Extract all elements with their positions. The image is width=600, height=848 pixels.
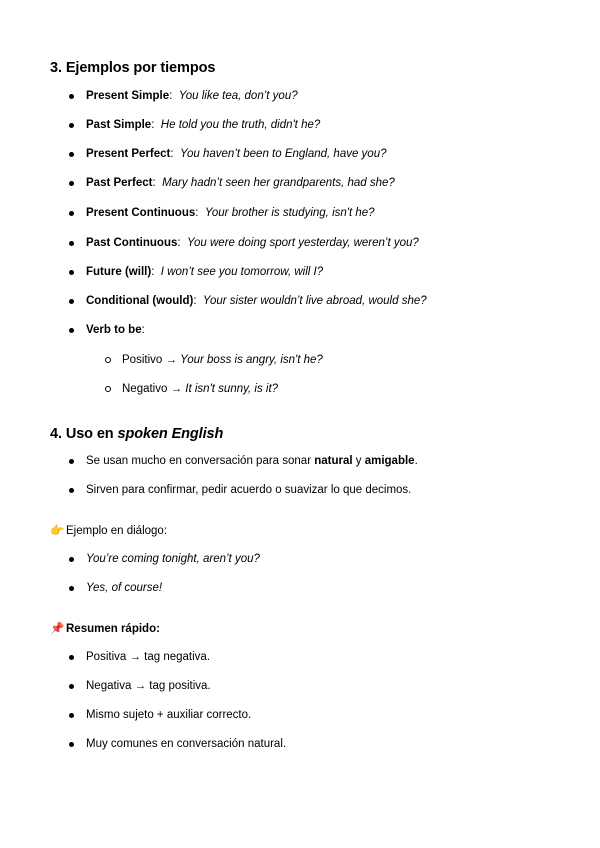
section-4-heading: 4. Uso en spoken English — [50, 426, 224, 442]
summary-item: Muy comunes en conversación natural. — [86, 738, 287, 750]
sub-bullet-icon — [105, 357, 111, 363]
bullet-icon — [69, 241, 74, 246]
sub-bullet-icon — [105, 386, 111, 392]
pushpin-icon: 📌 — [50, 623, 65, 635]
list-item: Conditional (would): Your sister wouldn’t live abroad, would she? — [86, 295, 427, 307]
summary-label: 📌 Resumen rápido: — [50, 623, 160, 635]
dialogue-label: 👉 Ejemplo en diálogo: — [50, 525, 168, 537]
dialogue-line: Yes, of course! — [86, 582, 163, 594]
bullet-icon — [69, 328, 74, 333]
list-item: Past Perfect: Mary hadn’t seen her grandparents, had she? — [86, 177, 395, 189]
summary-item: Negativa → tag positiva. — [86, 680, 211, 692]
sub-list-item: Negativo → It isn't sunny, is it? — [122, 383, 279, 395]
summary-item: Mismo sujeto + auxiliar correcto. — [86, 709, 252, 721]
pointing-hand-icon: 👉 — [50, 525, 65, 537]
bullet-icon — [69, 211, 74, 216]
bullet-icon — [69, 123, 74, 128]
bullet-icon — [69, 557, 74, 562]
list-item: Se usan mucho en conversación para sonar natural y amigable. — [86, 455, 418, 467]
list-item: Verb to be: — [86, 324, 145, 336]
list-item: Past Continuous: You were doing sport yesterday, weren’t you? — [86, 237, 419, 249]
bullet-icon — [69, 586, 74, 591]
bullet-icon — [69, 742, 74, 747]
list-item: Present Simple: You like tea, don’t you? — [86, 90, 298, 102]
sub-list-item: Positivo → Your boss is angry, isn't he? — [122, 354, 323, 366]
list-item: Future (will): I won’t see you tomorrow, will I? — [86, 266, 324, 278]
list-item: Present Perfect: You haven’t been to England, have you? — [86, 148, 387, 160]
bullet-icon — [69, 299, 74, 304]
list-item: Sirven para confirmar, pedir acuerdo o suavizar lo que decimos. — [86, 484, 412, 496]
bullet-icon — [69, 152, 74, 157]
bullet-icon — [69, 713, 74, 718]
list-item: Past Simple: He told you the truth, didn't he? — [86, 119, 321, 131]
bullet-icon — [69, 684, 74, 689]
list-item: Present Continuous: Your brother is studying, isn't he? — [86, 207, 375, 219]
bullet-icon — [69, 459, 74, 464]
section-3-heading: 3. Ejemplos por tiempos — [50, 60, 216, 76]
summary-item: Positiva → tag negativa. — [86, 651, 211, 663]
bullet-icon — [69, 488, 74, 493]
bullet-icon — [69, 94, 74, 99]
bullet-icon — [69, 181, 74, 186]
dialogue-line: You’re coming tonight, aren’t you? — [86, 553, 260, 565]
bullet-icon — [69, 270, 74, 275]
bullet-icon — [69, 655, 74, 660]
